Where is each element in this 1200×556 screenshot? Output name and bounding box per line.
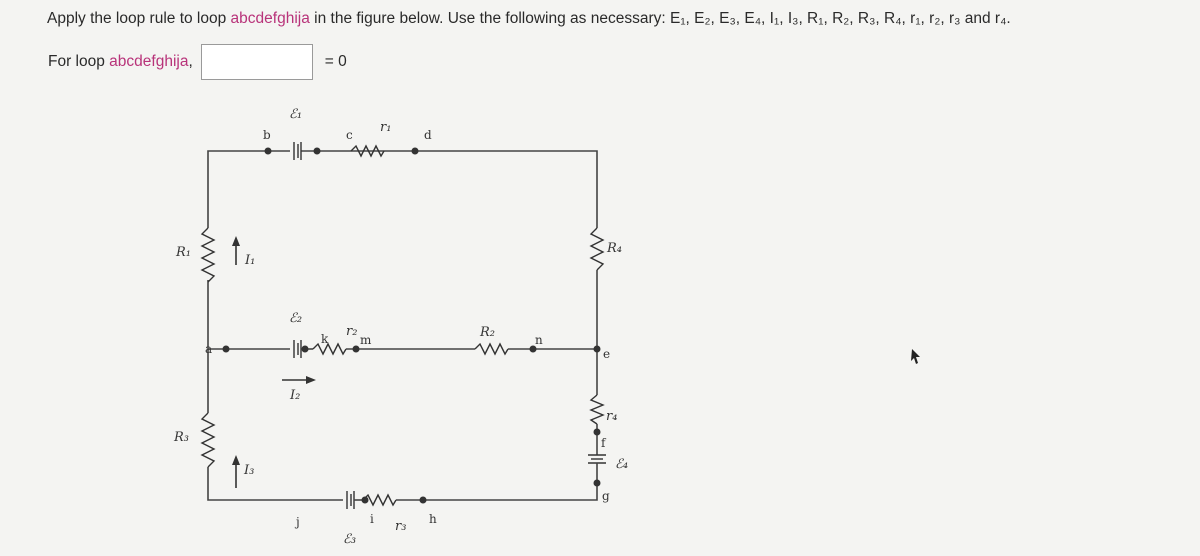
- label-E2: ℰ₂: [289, 311, 303, 326]
- label-R3: R₃: [174, 430, 189, 445]
- node-b: b: [263, 128, 271, 142]
- node-d: d: [424, 128, 432, 142]
- cursor-icon: [911, 349, 920, 364]
- wire-bottom-left: [208, 467, 343, 500]
- label-E4: ℰ₄: [615, 457, 629, 472]
- resistor-R4: [591, 228, 603, 270]
- label-r2: r₂: [346, 324, 358, 339]
- question-prefix: Apply the loop rule to loop: [47, 10, 231, 27]
- wire-bottom-right: [443, 463, 597, 500]
- label-R1: R₁: [176, 245, 191, 260]
- resistor-r4: [591, 395, 603, 424]
- node-h: h: [429, 512, 437, 526]
- label-I1: I₁: [245, 253, 256, 268]
- node-g: g: [602, 489, 610, 503]
- label-I3: I₃: [244, 463, 255, 478]
- node-e: e: [603, 347, 611, 361]
- equals-zero-label: = 0: [324, 53, 347, 70]
- answer-label: For loop abcdefghija,: [48, 53, 193, 70]
- node-c: c: [346, 128, 353, 142]
- label-R2: R₂: [480, 325, 495, 340]
- resistor-R2: [475, 344, 508, 354]
- label-R4: R₄: [607, 241, 622, 256]
- question-loop-name: abcdefghija: [230, 10, 310, 27]
- label-E3: ℰ₃: [343, 532, 357, 547]
- resistor-r2: [313, 344, 346, 354]
- node-f: f: [601, 436, 606, 450]
- node-j: j: [296, 515, 300, 529]
- label-E1: ℰ₁: [289, 107, 303, 122]
- question-suffix: in the figure below. Use the following as necessary: E₁, E₂, E₃, E₄, I₁, I₃, R₁, R₂, R₃, R₄, r₁, r₂, r₃ and r₄.: [309, 10, 1011, 27]
- label-r4: r₄: [606, 409, 618, 424]
- node-k: k: [321, 332, 329, 346]
- node-i: i: [370, 512, 374, 526]
- wire-top-right: [351, 151, 597, 228]
- label-r3: r₃: [395, 519, 407, 534]
- node-a: a: [205, 342, 213, 356]
- label-I2: I₂: [290, 388, 301, 403]
- node-m: m: [360, 333, 372, 347]
- node-n: n: [535, 333, 543, 347]
- label-r1: r₁: [380, 120, 392, 135]
- wire-left-top: [208, 151, 290, 340]
